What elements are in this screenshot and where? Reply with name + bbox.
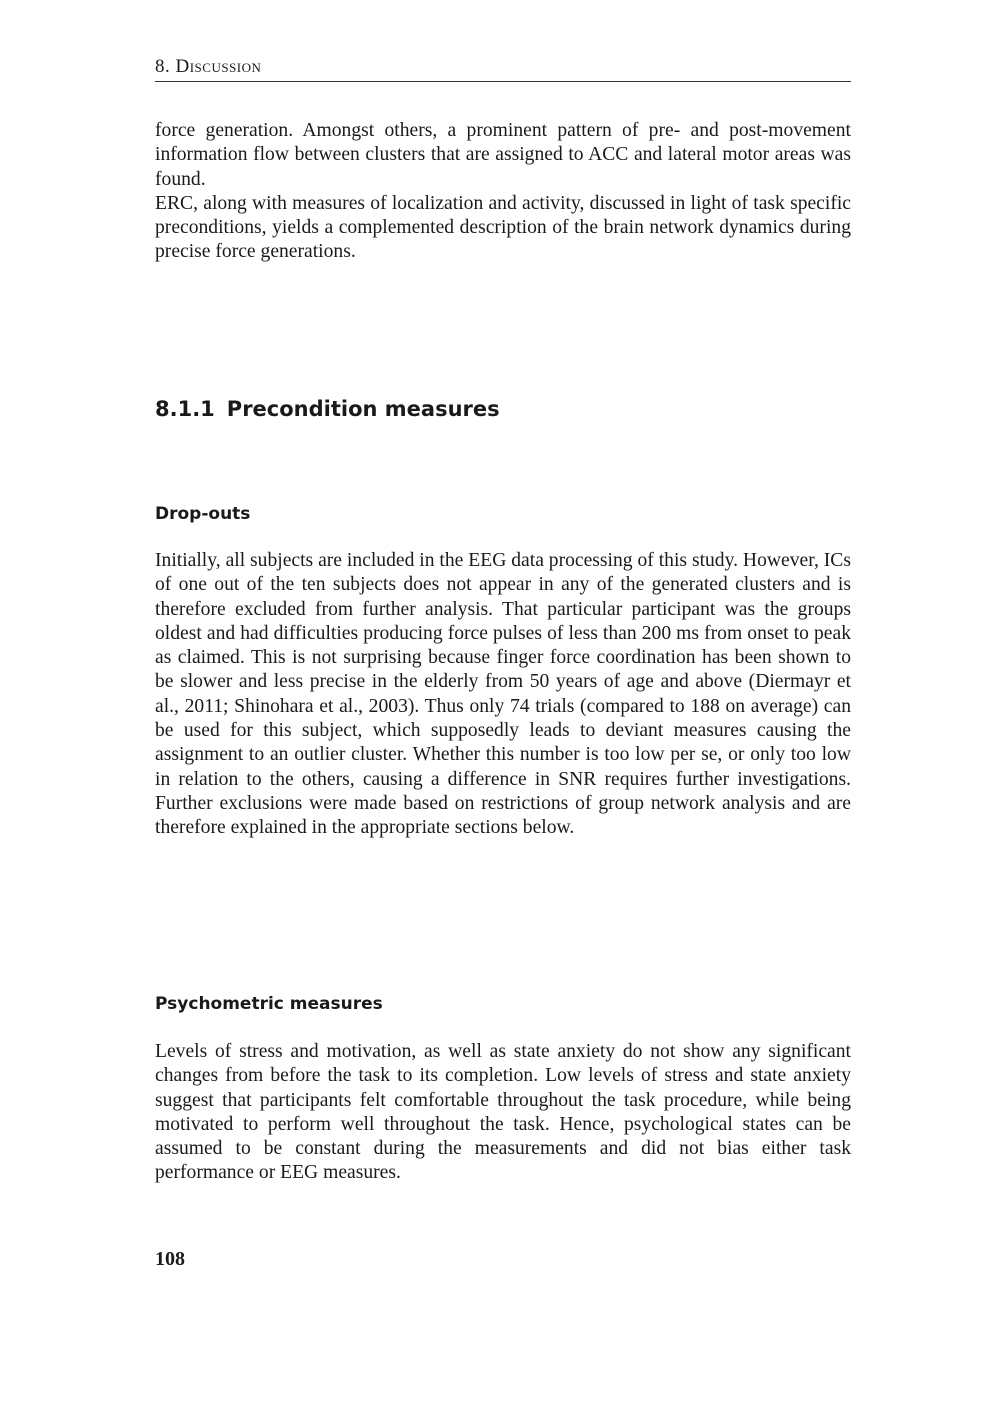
dropouts-paragraph: Initially, all subjects are included in the EEG data processing of this study. However, ICs of one out of the ten subjects does not appear in any of the generated clusters and is therefore excluded from further analysis. That particular participant was the groups oldest and had difficulties producing force pulses of less than 200 ms from onset to peak as claimed. This is not surprising because finger force coordination has been shown to be slower and less precise in the elderly from 50 years of age and above (Diermayr et al., 2011; Shinohara et al., 2003). Thus only 74 trials (compared to 188 on average) can be used for this subject, which supposedly leads to deviant measures causing the assignment to an outlier cluster. Whether this number is too low per se, or only too low in relation to the others, causing a difference in SNR requires further investigations. Further exclusions were made based on restrictions of group network analysis and are therefore explained in the appropriate sections below. (155, 550, 851, 839)
psychometric-text (155, 1040, 851, 1186)
psychometric-heading: Psychometric measures (155, 994, 383, 1014)
running-head (155, 56, 851, 82)
dropouts-heading: Drop-outs (155, 504, 251, 524)
intro-paragraph-1: force generation. Amongst others, a prominent pattern of pre- and post-movement information flow between clusters that are assigned to ACC and lateral motor areas was found. (155, 120, 851, 190)
section-heading (155, 395, 500, 423)
intro-text (155, 119, 851, 265)
section-number: 8.1.1 (155, 397, 215, 421)
psychometric-paragraph: Levels of stress and motivation, as well as state anxiety do not show any significant changes from before the task to its completion. Low levels of stress and state anxiety suggest that participants felt comfortable throughout the task procedure, while being motivated to perform well throughout the task. Hence, psychological states can be assumed to be constant during the measurements and did not bias either task performance or EEG measures. (155, 1041, 851, 1184)
intro-paragraph-2: ERC, along with measures of localization and activity, discussed in light of task specific preconditions, yields a complemented description of the brain network dynamics during precise force generations. (155, 192, 851, 263)
section-title: Precondition measures (226, 397, 500, 421)
chapter-title: 8. Discussion (155, 56, 262, 77)
dropouts-text (155, 549, 851, 841)
page-number: 108 (155, 1248, 185, 1270)
